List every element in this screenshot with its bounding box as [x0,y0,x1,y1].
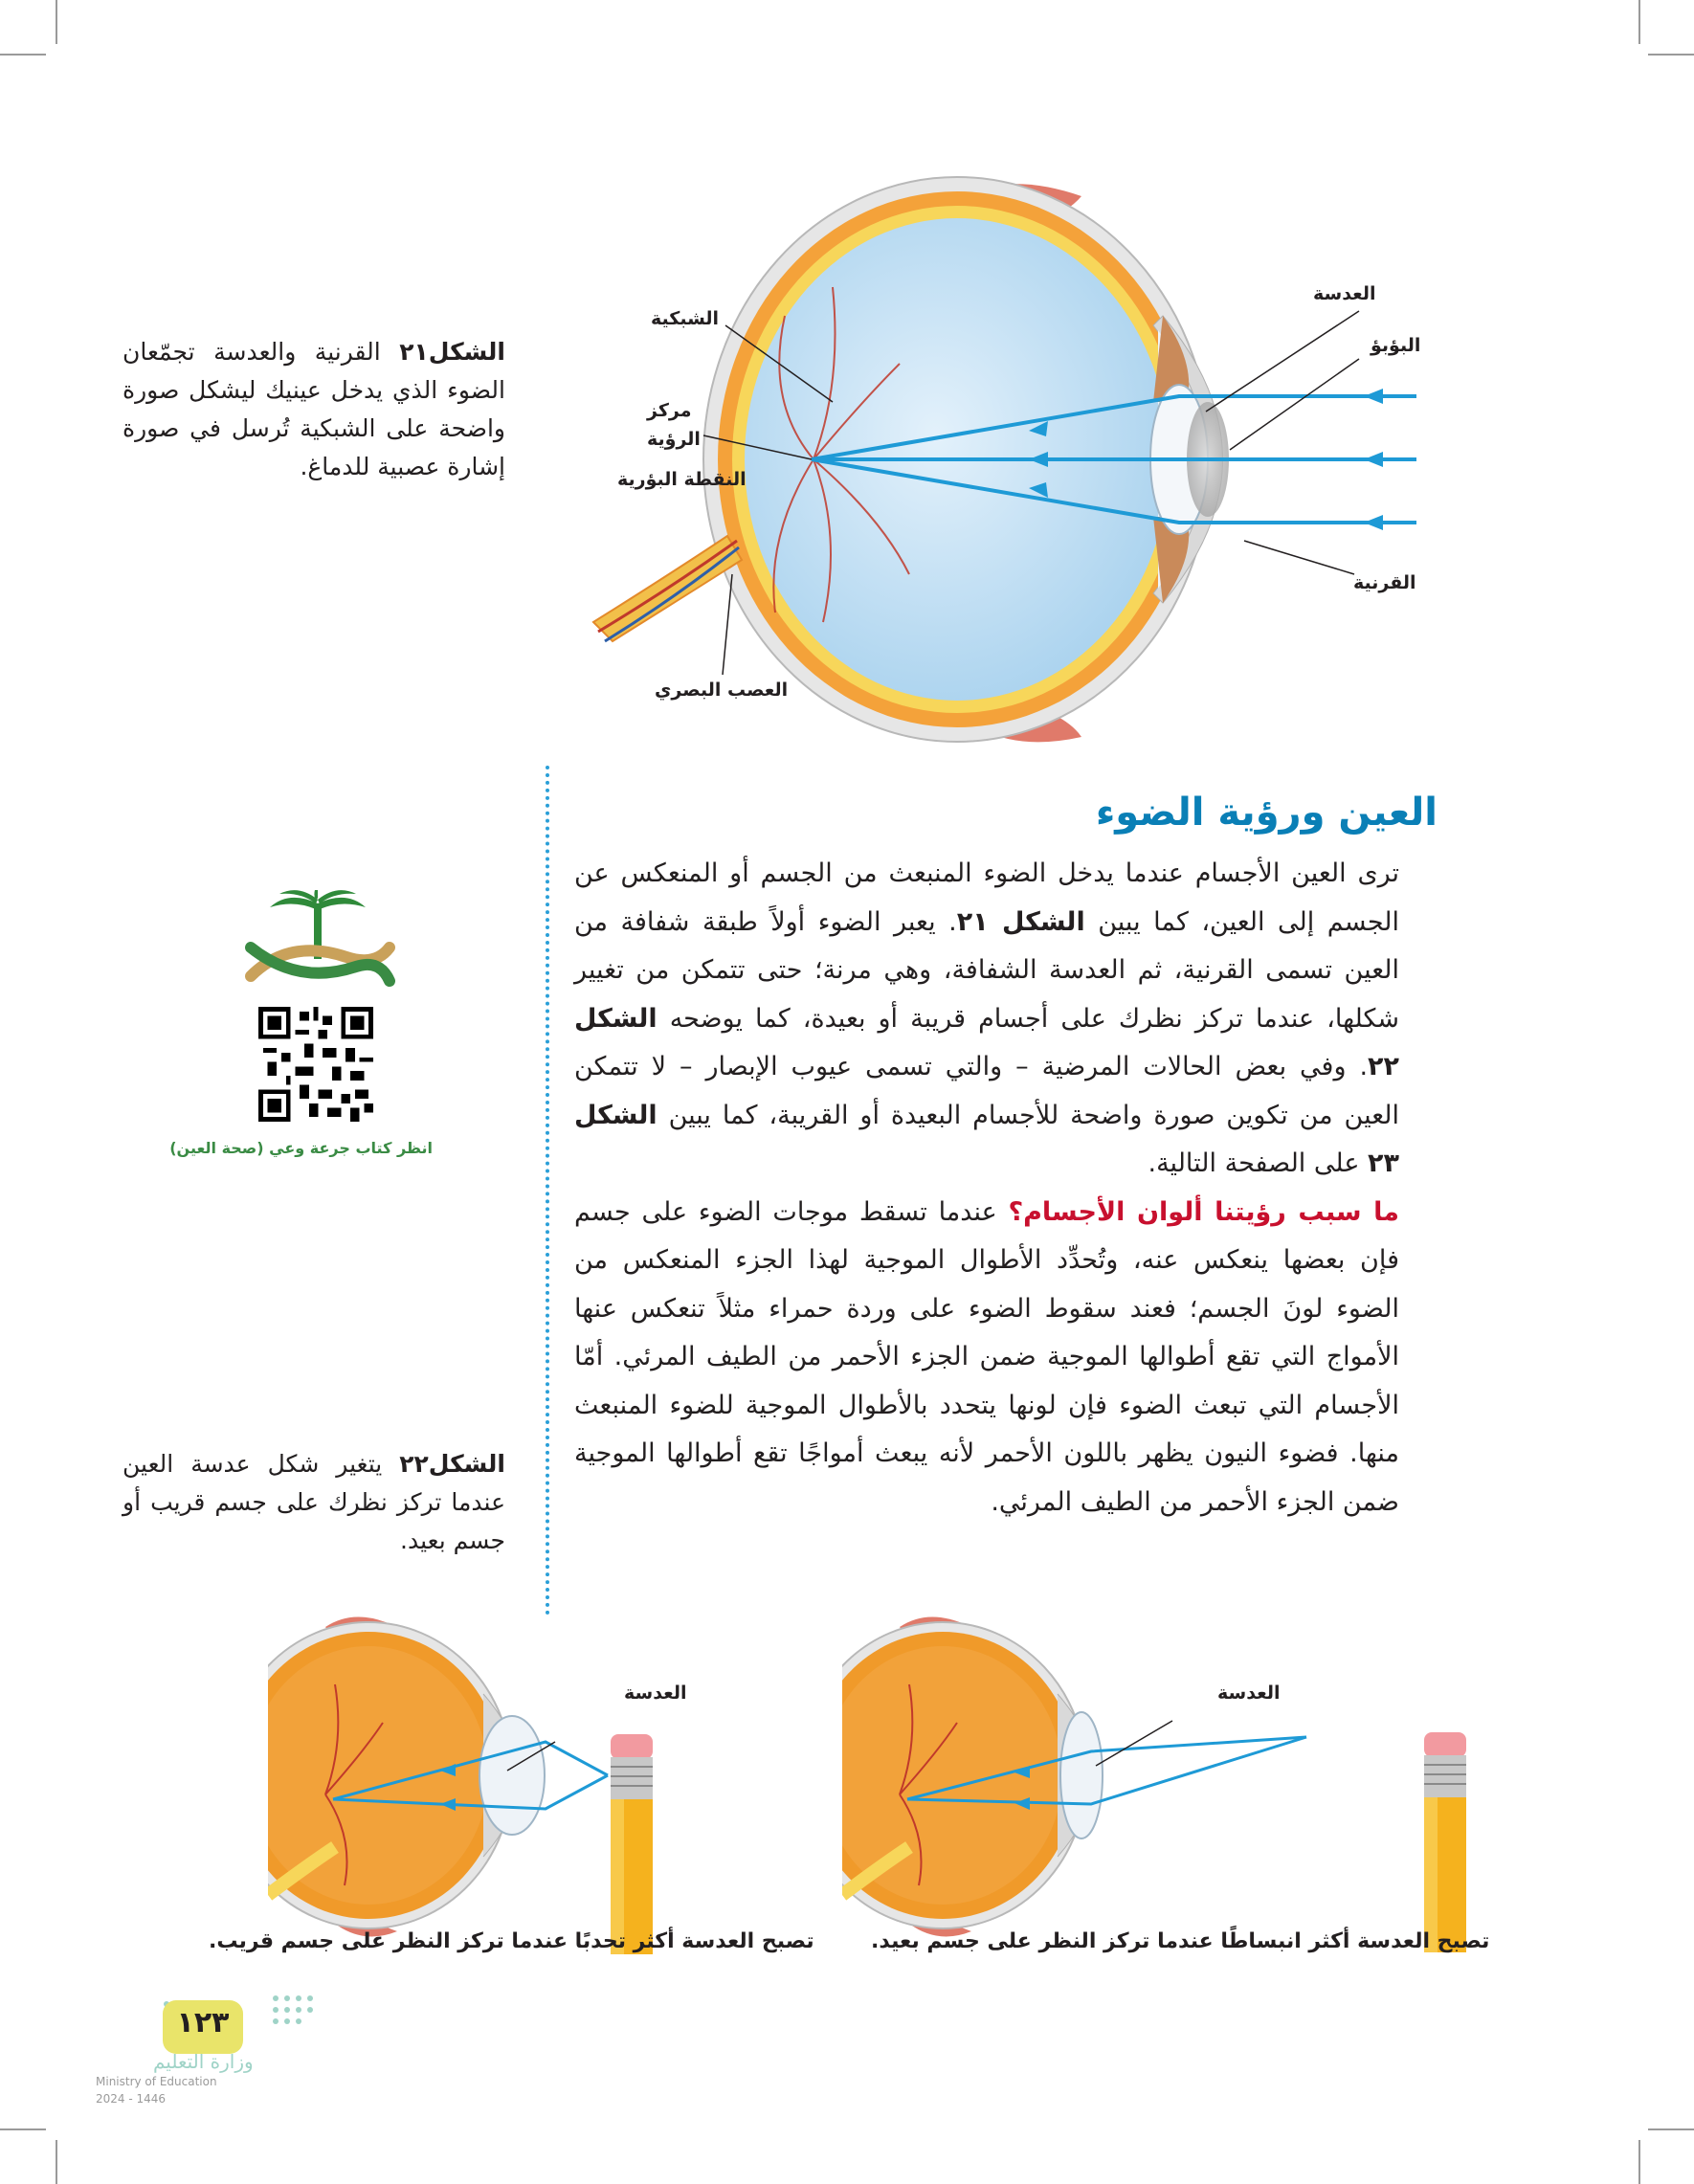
qr-code[interactable] [258,1007,373,1122]
qr-code-icon [258,1007,373,1122]
section-body [574,850,1399,1527]
label-retina: الشبكية [651,308,720,329]
label-optic-nerve: العصب البصري [655,680,789,701]
edition-year: 2024 - 1446 [96,2092,167,2106]
eye-diagram-figure21 [574,167,1455,761]
figure21-caption-text: القرنية والعدسة تجمّعان الضوء الذي يدخل عينيك ليشكل صورة واضحة على الشبكية تُرسل في صورة إشارة عصبية للدماغ. [123,338,505,480]
fig-ref-21: الشكل ٢١ [956,906,1085,937]
figure21-number: الشكل٢١ [399,338,505,366]
label-focal-point: النقطة البؤرية [617,469,747,490]
near-lens-label: العدسة [624,1683,687,1704]
figure22-caption-text: يتغير شكل عدسة العين عندما تركز نظرك على جسم قريب أو جسم بعيد. [123,1450,505,1554]
crop-mark [1638,0,1640,44]
pencil-near-icon [608,1734,656,1954]
qr-caption: انظر كتاب جرعة وعي (صحة العين) [169,1139,433,1157]
crop-mark [1648,2128,1694,2130]
crop-mark [0,2128,46,2130]
fig-ref-23: الشكل ٢٣ [574,1100,1399,1178]
crop-mark [1648,54,1694,56]
near-caption: تصبح العدسة أكثر تحدبًا عندما تركز النظر على جسم قريب. [209,1929,814,1953]
crop-mark [56,0,57,44]
figure21-caption [123,333,505,486]
ministry-ar: وزارة التعليم [153,2050,254,2073]
crop-mark [1638,2140,1640,2184]
far-lens-label: العدسة [1217,1683,1281,1704]
figure22-caption [123,1445,505,1560]
crop-mark [56,2140,57,2184]
label-pupil: البؤبؤ [1371,335,1421,356]
eye-far-diagram [842,1608,1378,1952]
column-divider [546,766,549,1616]
health-emblem-icon [232,890,404,1005]
page-number: ١٢٣ [176,2006,230,2039]
paragraph-1: ترى العين الأجسام عندما يدخل الضوء المنبعث من الجسم أو المنعكس عن الجسم إلى العين، كما يبين الشكل ٢١. يعبر الضوء أولاً طبقة شفافة من العين تسمى القرنية، ثم العدسة الشفافة، وهي مرنة؛ حتى تتمكن من تغيير شكلها، عندما تركز نظرك على أجسام قريبة أو بعيدة، كما يوضحه الشكل ٢٢. وفي بعض الحالات المرضية – والتي تسمى عيوب الإبصار – لا تتمكن العين من تكوين صورة واضحة للأجسام البعيدة أو القريبة، كما يبين الشكل ٢٣ على الصفحة التالية. [574,858,1399,1178]
crop-mark [0,54,46,56]
question-title: ما سبب رؤيتنا ألوان الأجسام؟ [1008,1196,1399,1227]
label-lens: العدسة [1313,283,1376,304]
label-fovea-2: الرؤية [647,429,701,450]
label-cornea: القرنية [1353,572,1416,593]
section-title: العين ورؤية الضوء [1095,791,1438,835]
label-fovea: مركز [647,400,692,421]
fig-ref-22: الشكل ٢٢ [574,1003,1399,1081]
ministry-en: Ministry of Education [96,2075,217,2088]
figure22-number: الشكل٢٢ [399,1450,505,1478]
pencil-far-icon [1421,1732,1469,1952]
far-caption: تصبح العدسة أكثر انبساطًا عندما تركز النظر على جسم بعيد. [871,1929,1490,1953]
paragraph-2: ما سبب رؤيتنا ألوان الأجسام؟ عندما تسقط موجات الضوء على جسم فإن بعضها ينعكس عنه، وتُحدِّد الأطوال الموجية لهذا الجزء المنعكس من الضوء لونَ الجسم؛ فعند سقوط الضوء على وردة حمراء مثلاً تنعكس عنها الأمواج التي تقع أطوالها الموجية ضمن الجزء الأحمر من الطيف المرئي. أمّا الأجسام التي تبعث الضوء فإن لونها يتحدد بالأطوال الموجية للضوء المنبعث منها. فضوء النيون يظهر باللون الأحمر لأنه يبعث أمواجًا تقع أطوالها الموجية ضمن الجزء الأحمر من الطيف المرئي. [574,1196,1399,1517]
